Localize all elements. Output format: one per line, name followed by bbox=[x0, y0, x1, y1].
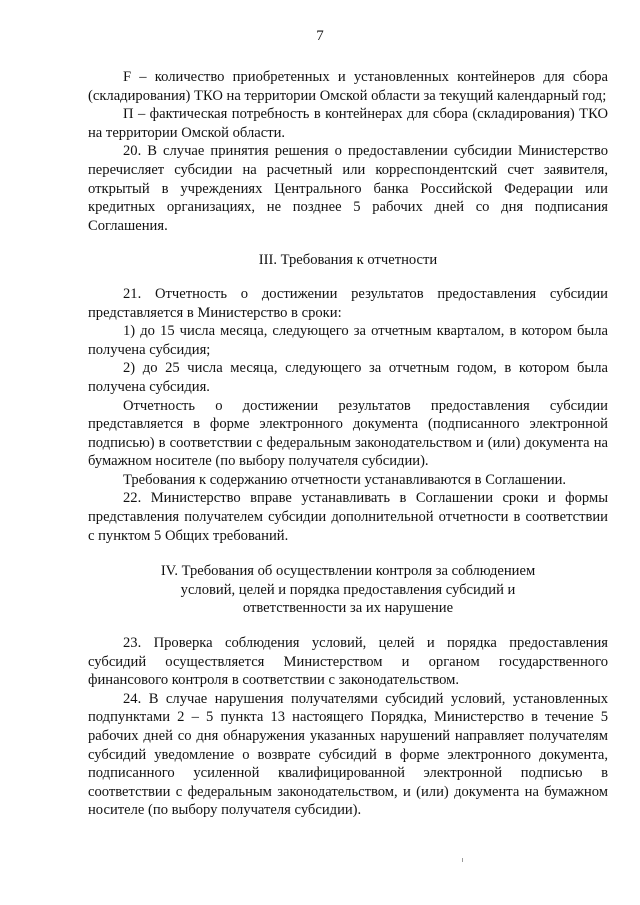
section-4-heading bbox=[88, 562, 608, 618]
paragraph-f-definition: F – количество приобретенных и установленных контейнеров для сбора (складирования) ТКО на территории Омской области за текущий календарный год; bbox=[88, 69, 608, 104]
paragraph-clause-21-item-1: 1) до 15 числа месяца, следующего за отчетным кварталом, в котором была получена субсидия; bbox=[88, 323, 608, 358]
paragraph-clause-21-item-2: 2) до 25 числа месяца, следующего за отчетным годом, в котором была получена субсидия. bbox=[88, 360, 608, 395]
paragraph-p-definition: П – фактическая потребность в контейнерах для сбора (складирования) ТКО на территории Омской области. bbox=[88, 106, 608, 141]
paragraph-clause-24: 24. В случае нарушения получателями субсидий условий, установленных подпунктами 2 – 5 пункта 13 настоящего Порядка, Министерство в течение 5 рабочих дней со дня обнаружения указанных нарушений направляет получателям субсидий уведомление о возврате субсидий в форме электронного документа, подписанного усиленной квалифицированной электронной подписью в соответствии с федеральным законодательством, и (или) документа на бумажном носителе (по выбору получателя субсидии). bbox=[88, 690, 608, 819]
scan-speck bbox=[462, 858, 463, 862]
section-4-heading-line: условий, целей и порядка предоставления субсидий и bbox=[180, 581, 516, 598]
paragraph-clause-20: 20. В случае принятия решения о предоставлении субсидии Министерство перечисляет субсидии на расчетный или корреспондентский счет заявителя, открытый в учреждениях Центрального банка Российской Федерации или кредитных организациях, не позднее 5 рабочих дней со дня подписания Соглашения. bbox=[88, 143, 608, 234]
document-body bbox=[88, 68, 608, 820]
paragraph-report-form: Отчетность о достижении результатов предоставления субсидии представляется в форме электронного документа (подписанного электронной подписью) в соответствии с федеральным законодательством и (или) документа на бумажном носителе (по выбору получателя субсидии). bbox=[88, 397, 608, 470]
page-number: 7 bbox=[316, 28, 324, 44]
paragraph-clause-22: 22. Министерство вправе устанавливать в Соглашении сроки и формы представления получателем субсидии дополнительной отчетности в соответствии с пунктом 5 Общих требований. bbox=[88, 490, 608, 544]
paragraph-clause-23: 23. Проверка соблюдения условий, целей и порядка предоставления субсидий осуществляется Министерством и органом государственного финансового контроля в соответствии с законодательством. bbox=[88, 635, 608, 689]
section-4-heading-line: ответственности за их нарушение bbox=[242, 600, 454, 617]
paragraph-report-content: Требования к содержанию отчетности устанавливаются в Соглашении. bbox=[123, 471, 567, 488]
paragraph-clause-21: 21. Отчетность о достижении результатов предоставления субсидии представляется в Министерство в сроки: bbox=[88, 285, 608, 321]
section-4-heading-line: IV. Требования об осуществлении контроля за соблюдением bbox=[160, 563, 536, 580]
section-3-heading: III. Требования к отчетности bbox=[258, 252, 438, 269]
